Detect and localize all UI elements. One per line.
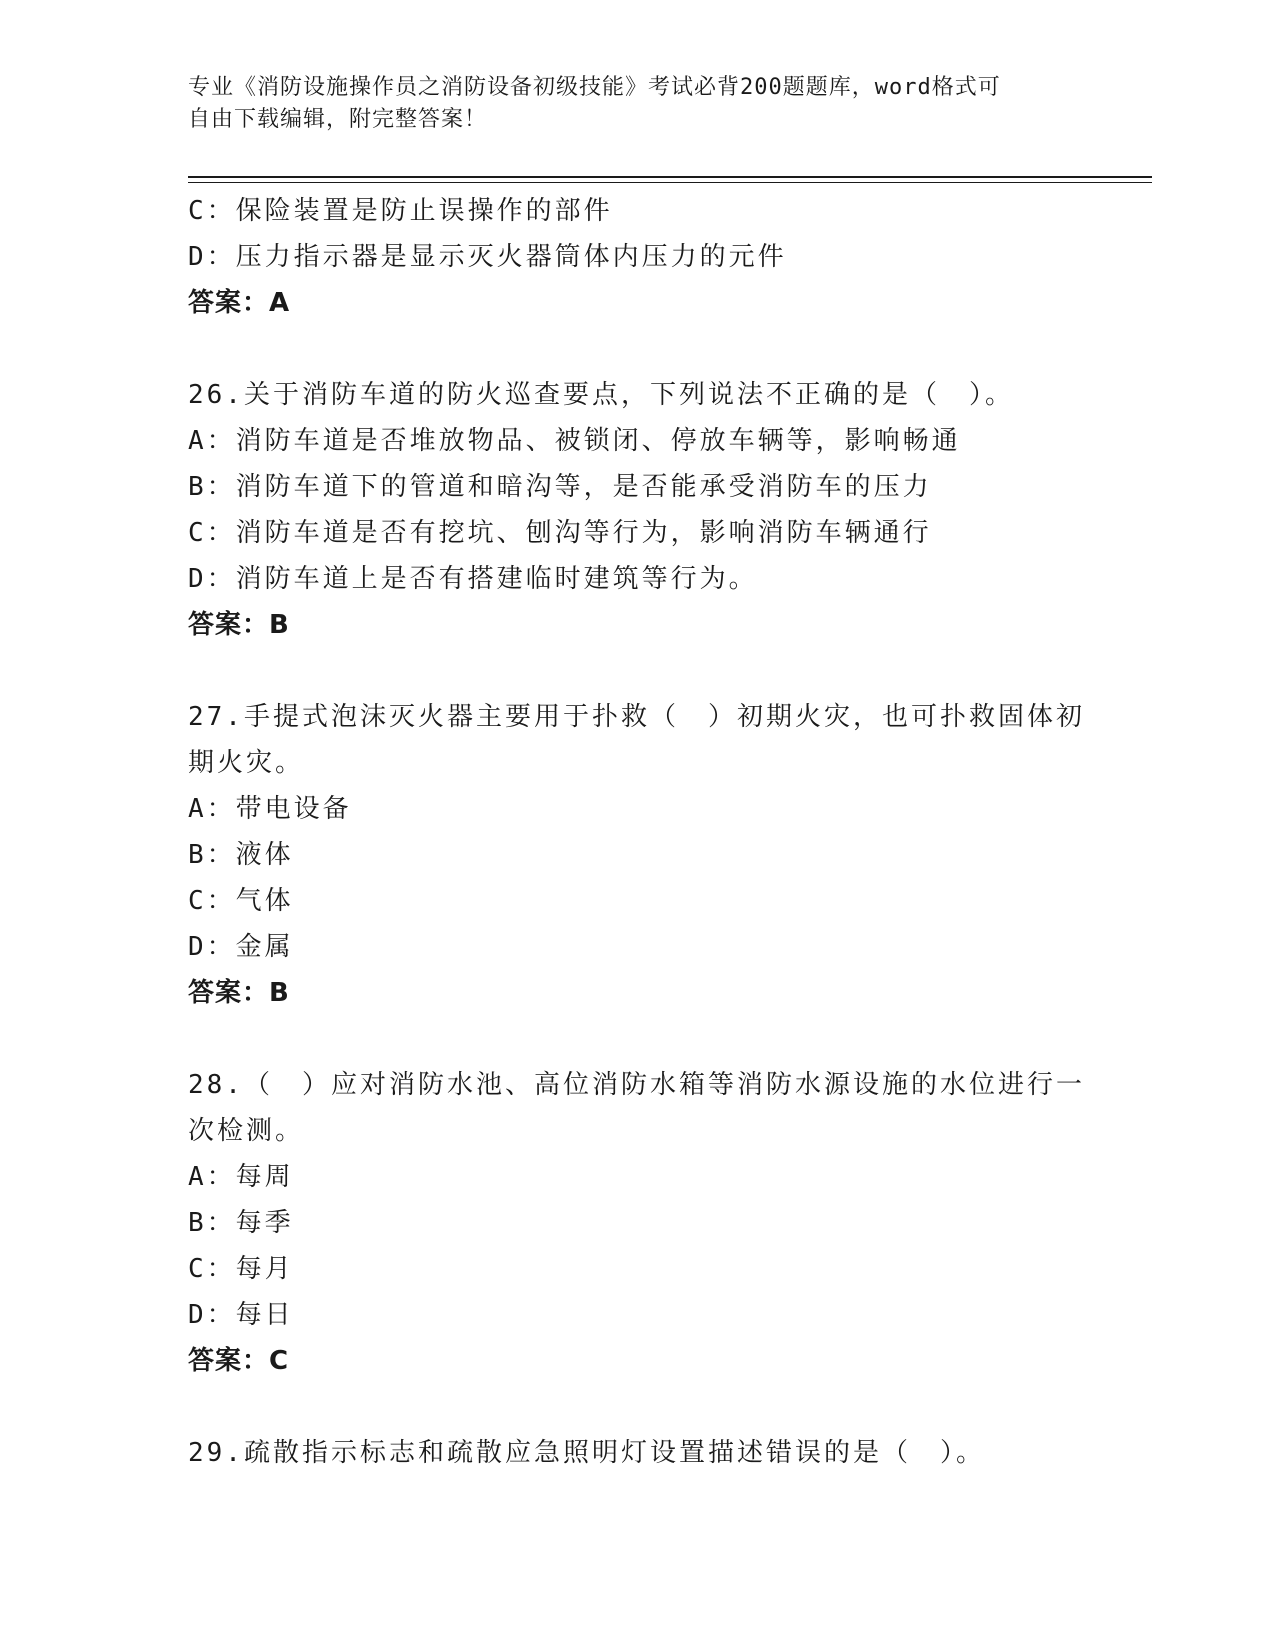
option-b: B：每季: [188, 1208, 294, 1238]
answer: 答案：B: [188, 610, 290, 640]
option-c: C：消防车道是否有挖坑、刨沟等行为，影响消防车辆通行: [188, 518, 932, 548]
option-d: D：消防车道上是否有搭建临时建筑等行为。: [188, 564, 758, 594]
option-c: C：每月: [188, 1254, 294, 1284]
question-list: [188, 188, 1088, 1476]
question-stem: 26.关于消防车道的防火巡查要点，下列说法不正确的是（ ）。: [188, 380, 1014, 410]
option-c: C：保险装置是防止误操作的部件: [188, 196, 613, 226]
option-a: A：带电设备: [188, 794, 352, 824]
header-divider-thin: [188, 182, 1152, 183]
spacer: [188, 1384, 1088, 1430]
spacer: [188, 648, 1088, 694]
option-d: D：每日: [188, 1300, 294, 1330]
question-29: [188, 1430, 1088, 1476]
question-stem-line-1: 27.手提式泡沫灭火器主要用于扑救（ ）初期火灾，也可扑救固体初: [188, 702, 1085, 732]
question-28: [188, 1062, 1088, 1384]
spacer: [188, 1016, 1088, 1062]
option-b: B：消防车道下的管道和暗沟等，是否能承受消防车的压力: [188, 472, 932, 502]
question-27: [188, 694, 1088, 1016]
option-a: A：每周: [188, 1162, 294, 1192]
question-stem-line-2: 期火灾。: [188, 748, 305, 778]
question-stem-line-1: 28.（ ）应对消防水池、高位消防水箱等消防水源设施的水位进行一: [188, 1070, 1085, 1100]
option-c: C：气体: [188, 886, 294, 916]
header-line-2: 自由下载编辑，附完整答案！: [188, 107, 488, 132]
option-a: A：消防车道是否堆放物品、被锁闭、停放车辆等，影响畅通: [188, 426, 961, 456]
option-d: D：压力指示器是显示灭火器筒体内压力的元件: [188, 242, 787, 272]
header-line-1: 专业《消防设施操作员之消防设备初级技能》考试必背200题题库，word格式可: [188, 75, 1001, 100]
page-header: [188, 72, 1068, 136]
spacer: [188, 326, 1088, 372]
header-divider-thick: [188, 176, 1152, 178]
question-26: [188, 372, 1088, 648]
option-b: B：液体: [188, 840, 294, 870]
answer: 答案：B: [188, 978, 290, 1008]
question-stem: 29.疏散指示标志和疏散应急照明灯设置描述错误的是（ ）。: [188, 1438, 985, 1468]
answer: 答案：C: [188, 1346, 290, 1376]
question-25: [188, 188, 1088, 326]
answer: 答案：A: [188, 288, 291, 318]
option-d: D：金属: [188, 932, 294, 962]
question-stem-line-2: 次检测。: [188, 1116, 305, 1146]
